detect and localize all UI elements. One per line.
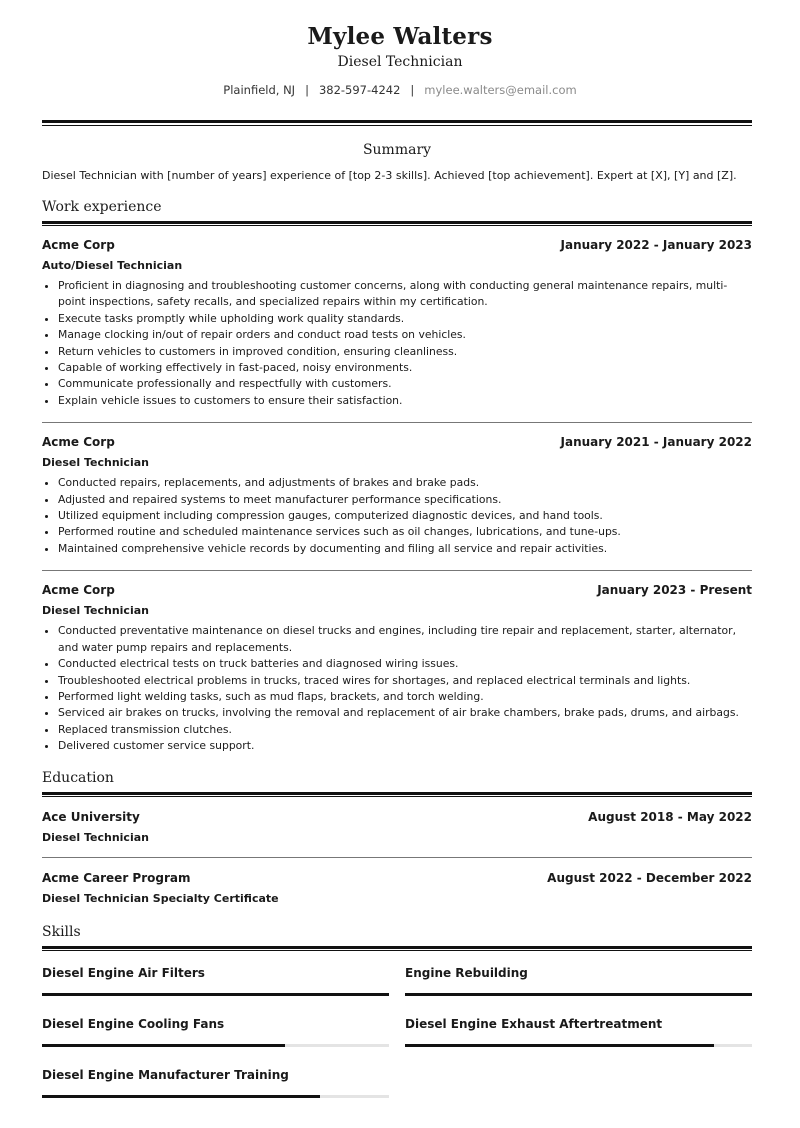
candidate-title: Diesel Technician — [337, 54, 463, 70]
education-heading: Education — [42, 769, 114, 786]
job-role: Auto/Diesel Technician — [42, 259, 183, 272]
skill-bar — [42, 1044, 389, 1047]
work-list — [42, 237, 752, 755]
work-heading: Work experience — [42, 199, 162, 215]
contact-separator: | — [305, 83, 309, 97]
contact-separator: | — [410, 83, 415, 97]
edu-dates: August 2022 - December 2022 — [547, 870, 752, 885]
skill-fill — [42, 993, 389, 996]
job-bullet: • Maintained comprehensive vehicle records by documenting and filing all service and repair activities. — [58, 541, 752, 557]
job-bullets — [42, 623, 752, 754]
edu-school: Ace University — [42, 809, 140, 824]
skill-name: Engine Rebuilding — [405, 965, 528, 980]
skill-bar — [42, 1095, 389, 1098]
phone: 382-597-4242 — [318, 83, 401, 97]
contact-line — [0, 82, 800, 98]
job-bullet: • Serviced air brakes on trucks, involving the removal and replacement of air brake chambers, brake pads, drums, and airbags. — [58, 705, 752, 721]
skill-fill — [405, 993, 752, 996]
skill-name: Diesel Engine Air Filters — [42, 965, 205, 980]
job-bullet: • Replaced transmission clutches. — [58, 722, 752, 738]
summary-text: Diesel Technician with [number of years] experience of [top 2-3 skills]. Achieved [top achievement]. Expert at [X], [Y] and [Z]. — [42, 169, 737, 182]
edu-dates: August 2018 - May 2022 — [588, 809, 752, 824]
job-bullet: • Performed light welding tasks, such as mud flaps, brackets, and torch welding. — [58, 689, 752, 705]
entry-divider — [42, 570, 752, 571]
job-company: Acme Corp — [42, 583, 115, 598]
location: Plainfield, NJ — [223, 83, 296, 97]
skill-bar — [405, 1044, 752, 1047]
job-dates: January 2023 - Present — [597, 583, 752, 598]
skill-item — [405, 1010, 752, 1061]
section-divider — [42, 946, 752, 951]
job-company: Acme Corp — [42, 238, 115, 252]
job-entry — [42, 434, 752, 557]
skill-name: Diesel Engine Manufacturer Training — [42, 1067, 289, 1082]
skill-name: Diesel Engine Exhaust Aftertreatment — [405, 1016, 663, 1031]
skill-bar — [405, 993, 752, 996]
entry-divider — [42, 857, 752, 858]
edu-school: Acme Career Program — [42, 870, 191, 885]
edu-degree: Diesel Technician Specialty Certificate — [42, 891, 279, 905]
job-bullet: • Delivered customer service support. — [58, 738, 752, 754]
job-company: Acme Corp — [42, 435, 115, 450]
job-bullet: • Return vehicles to customers in improved condition, ensuring cleanliness. — [58, 344, 752, 360]
job-entry — [42, 237, 752, 409]
edu-degree: Diesel Technician — [42, 830, 149, 844]
skill-bar — [42, 993, 389, 996]
job-bullet: • Execute tasks promptly while upholding work quality standards. — [58, 311, 752, 327]
section-divider — [42, 221, 752, 226]
job-bullets — [42, 278, 752, 409]
job-role: Diesel Technician — [42, 456, 149, 470]
job-bullet: • Conducted electrical tests on truck batteries and diagnosed wiring issues. — [58, 656, 752, 672]
skill-item — [42, 1010, 389, 1061]
candidate-name: Mylee Walters — [307, 23, 493, 50]
education-entry — [42, 809, 752, 845]
job-bullet: • Adjusted and repaired systems to meet manufacturer performance specifications. — [58, 492, 752, 508]
skills-heading: Skills — [42, 923, 81, 940]
resume-body — [42, 120, 752, 1112]
job-bullet: • Utilized equipment including compression gauges, computerized diagnostic devices, and hand tools. — [58, 508, 752, 524]
skill-item — [42, 1061, 389, 1112]
section-divider — [42, 792, 752, 797]
skill-fill — [42, 1095, 320, 1098]
job-entry — [42, 582, 752, 754]
job-bullets — [42, 475, 752, 557]
summary-heading: Summary — [362, 142, 432, 158]
job-bullet: • Proficient in diagnosing and troubleshooting customer concerns, along with conducting general maintenance repairs, multi-point inspections, safety recalls, and specialized repairs within my certification. — [58, 278, 752, 311]
job-bullet: • Explain vehicle issues to customers to ensure their satisfaction. — [58, 393, 752, 409]
job-dates: January 2022 - January 2023 — [560, 238, 752, 252]
job-bullet: • Troubleshooted electrical problems in trucks, traced wires for shortages, and replaced electrical terminals and lights. — [58, 673, 752, 689]
job-role: Diesel Technician — [42, 604, 149, 618]
resume-header — [0, 0, 800, 98]
job-bullet: • Conducted preventative maintenance on diesel trucks and engines, including tire repair and replacement, starter, alternator, and water pump repairs and replacements. — [58, 623, 752, 656]
education-entry — [42, 870, 752, 906]
skill-fill — [42, 1044, 285, 1047]
skills-grid — [42, 959, 752, 1112]
job-bullet: • Performed routine and scheduled maintenance services such as oil changes, lubrications, and tune-ups. — [58, 524, 752, 540]
job-bullet: • Communicate professionally and respectfully with customers. — [58, 376, 752, 392]
job-bullet: • Capable of working effectively in fast-paced, noisy environments. — [58, 360, 752, 376]
skill-name: Diesel Engine Cooling Fans — [42, 1016, 225, 1031]
email-link[interactable]: mylee.walters@email.com — [424, 83, 577, 97]
job-dates: January 2021 - January 2022 — [560, 435, 752, 450]
skill-item — [405, 959, 752, 1010]
entry-divider — [42, 422, 752, 423]
skill-fill — [405, 1044, 714, 1047]
job-bullet: • Manage clocking in/out of repair orders and conduct road tests on vehicles. — [58, 327, 752, 343]
header-divider — [42, 120, 752, 126]
job-bullet: • Conducted repairs, replacements, and adjustments of brakes and brake pads. — [58, 475, 752, 491]
skill-item — [42, 959, 389, 1010]
